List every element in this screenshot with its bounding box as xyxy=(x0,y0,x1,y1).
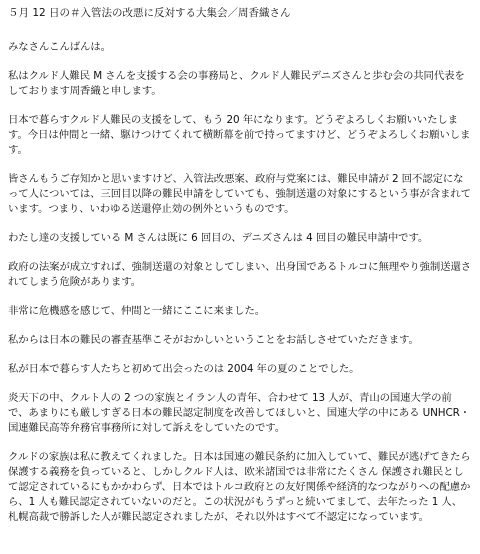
paragraph-law-amendment: 皆さんもうご存知かと思いますけど、入管法改悪案、政府与党案には、難民申請が 2 回不認定になって人については、三回目以降の難民申請をしていても、強制送還の対象にするという事が含まれています。つまり、いわゆる送還停止効の例外というものです。 xyxy=(8,173,471,215)
paragraph-applications: わたし達の支援している M さんは既に 6 回目の、デニズさんは 4 回目の難民申請中です。 xyxy=(8,232,429,244)
paragraph-support-history: 日本で暮らすクルド人難民の支援をして、もう 20 年になります。どうぞよろしくお願いいたします。今日は仲間と一緒、駆けつけてくれて横断幕を前で持ってますけど、どうぞよろしくお願いします。 xyxy=(8,114,471,156)
paragraph-screening-criteria: 私からは日本の難民の審査基準こそがおかしいということをお話しさせていただきます。 xyxy=(8,334,419,346)
paragraph-first-meeting: 私が日本で暮らす人たちと初めて出会ったのは 2004 年の夏のことでした。 xyxy=(8,363,360,375)
paragraph-introduction: 私はクルド人難民 M さんを支援する会の事務局と、クルド人難民デニズさんと歩む会の共同代表をしております周香織と申します。 xyxy=(8,70,465,97)
paragraph-protest: 炎天下の中、クルト人の 2 つの家族とイラン人の青年、合わせて 13 人が、青山の国連大学の前で、あまりにも厳しすぎる日本の難民認定制度を改善してほしいと、国連大学の中にある UNHCR・国連難民高等弁務官事務所に対して訴えをしていたのです。 xyxy=(8,392,471,434)
paragraph-deportation-risk: 政府の法案が成立すれば、強制送還の対象としてしまい、出身国であるトルコに無理やり強制送還されてしまう危険があります。 xyxy=(8,261,472,288)
paragraph-kurdish-family: クルドの家族は私に教えてくれました。日本は国連の難民条約に加入していて、難民が逃げてきたら保護する義務を負っていると、しかしクルド人は、欧米諸国では非常にたくさん 保護され難民として認定されているにもかかわらず、日本ではトルコ政府との友好関係や経済的なつながりへの配慮から、1 人も難民認定されていないのだと。この状況がもうずっと続いてまして、去年たった 1 人、札幌高裁で勝訴した人が難民認定されましたが、それ以外はすべて不認定になっています。 xyxy=(8,451,471,523)
paragraph-crisis: 非常に危機感を感じて、仲間と一緒にここに来ました。 xyxy=(8,305,266,317)
document-title: ５月 12 日の＃入管法の改悪に反対する大集会／周香織さん xyxy=(8,7,291,19)
paragraph-greeting: みなさんこんばんは。 xyxy=(8,41,111,53)
